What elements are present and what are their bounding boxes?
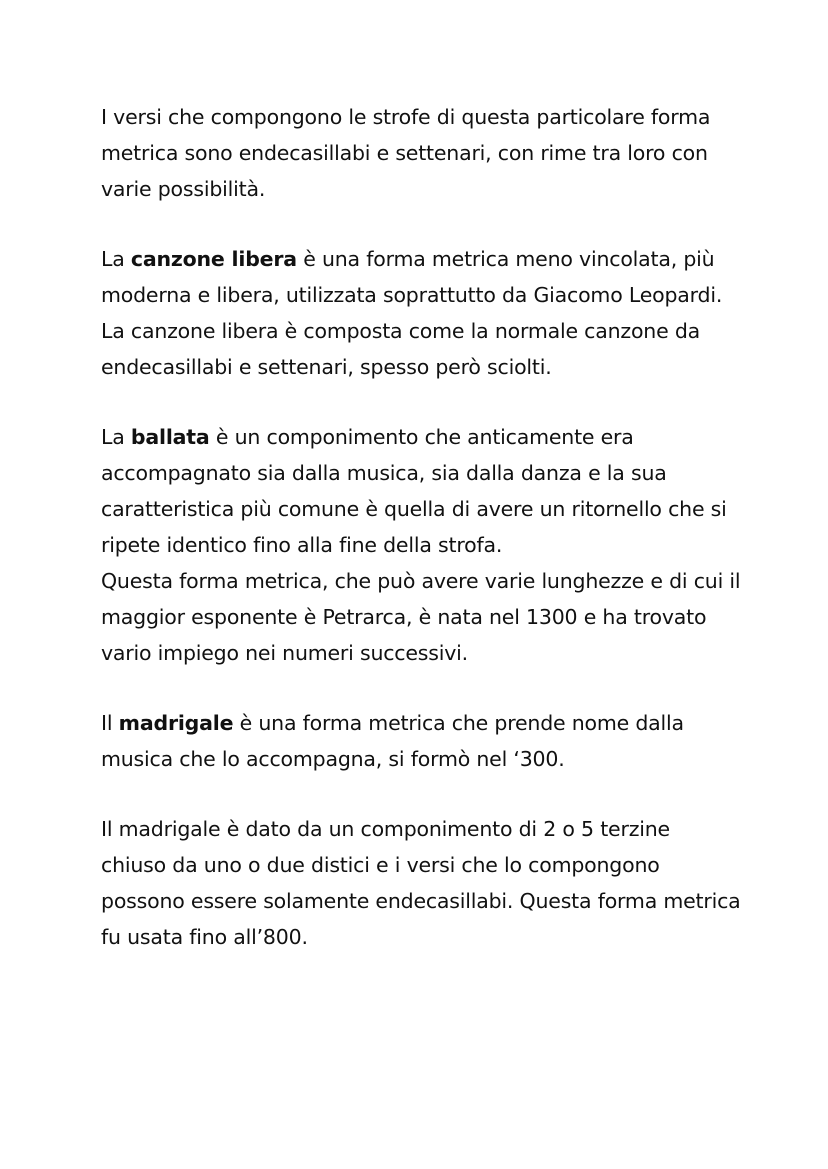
paragraph-text: è una forma metrica che prende nome dalla musica che lo accompagna, si formò nel ‘300.	[101, 711, 684, 771]
term-ballata: ballata	[130, 425, 210, 449]
paragraph-ballata-petrarca	[101, 563, 741, 671]
paragraph-canzone-libera	[101, 241, 741, 385]
paragraph-prefix: La	[101, 247, 131, 271]
term-canzone-libera: canzone libera	[130, 247, 297, 271]
paragraph-ballata	[101, 419, 741, 563]
paragraph-prefix: La	[101, 425, 131, 449]
document-body	[101, 99, 741, 989]
term-madrigale: madrigale	[118, 711, 234, 735]
paragraph-madrigale	[101, 705, 741, 777]
paragraph-text: Questa forma metrica, che può avere varie lunghezze e di cui il maggior esponente è Petrarca, è nata nel 1300 e ha trovato vario impiego nei numeri successivi.	[101, 569, 741, 665]
paragraph-madrigale-structure	[101, 811, 741, 955]
paragraph-canzone-verses	[101, 99, 741, 207]
paragraph-text: Il madrigale è dato da un componimento di 2 o 5 terzine chiuso da uno o due distici e i versi che lo compongono possono essere solamente endecasillabi. Questa forma metrica fu usata fino all’800.	[101, 817, 741, 949]
paragraph-text: è un componimento che anticamente era accompagnato sia dalla musica, sia dalla danza e la sua caratteristica più comune è quella di avere un ritornello che si ripete identico fino alla fine della strofa.	[101, 425, 727, 557]
paragraph-text: I versi che compongono le strofe di questa particolare forma metrica sono endecasillabi e settenari, con rime tra loro con varie possibilità.	[101, 105, 711, 201]
paragraph-prefix: Il	[101, 711, 119, 735]
paragraph-text: è una forma metrica meno vincolata, più moderna e libera, utilizzata soprattutto da Giacomo Leopardi. La canzone libera è composta come la normale canzone da endecasillabi e settenari, spesso però sciolti.	[101, 247, 723, 379]
